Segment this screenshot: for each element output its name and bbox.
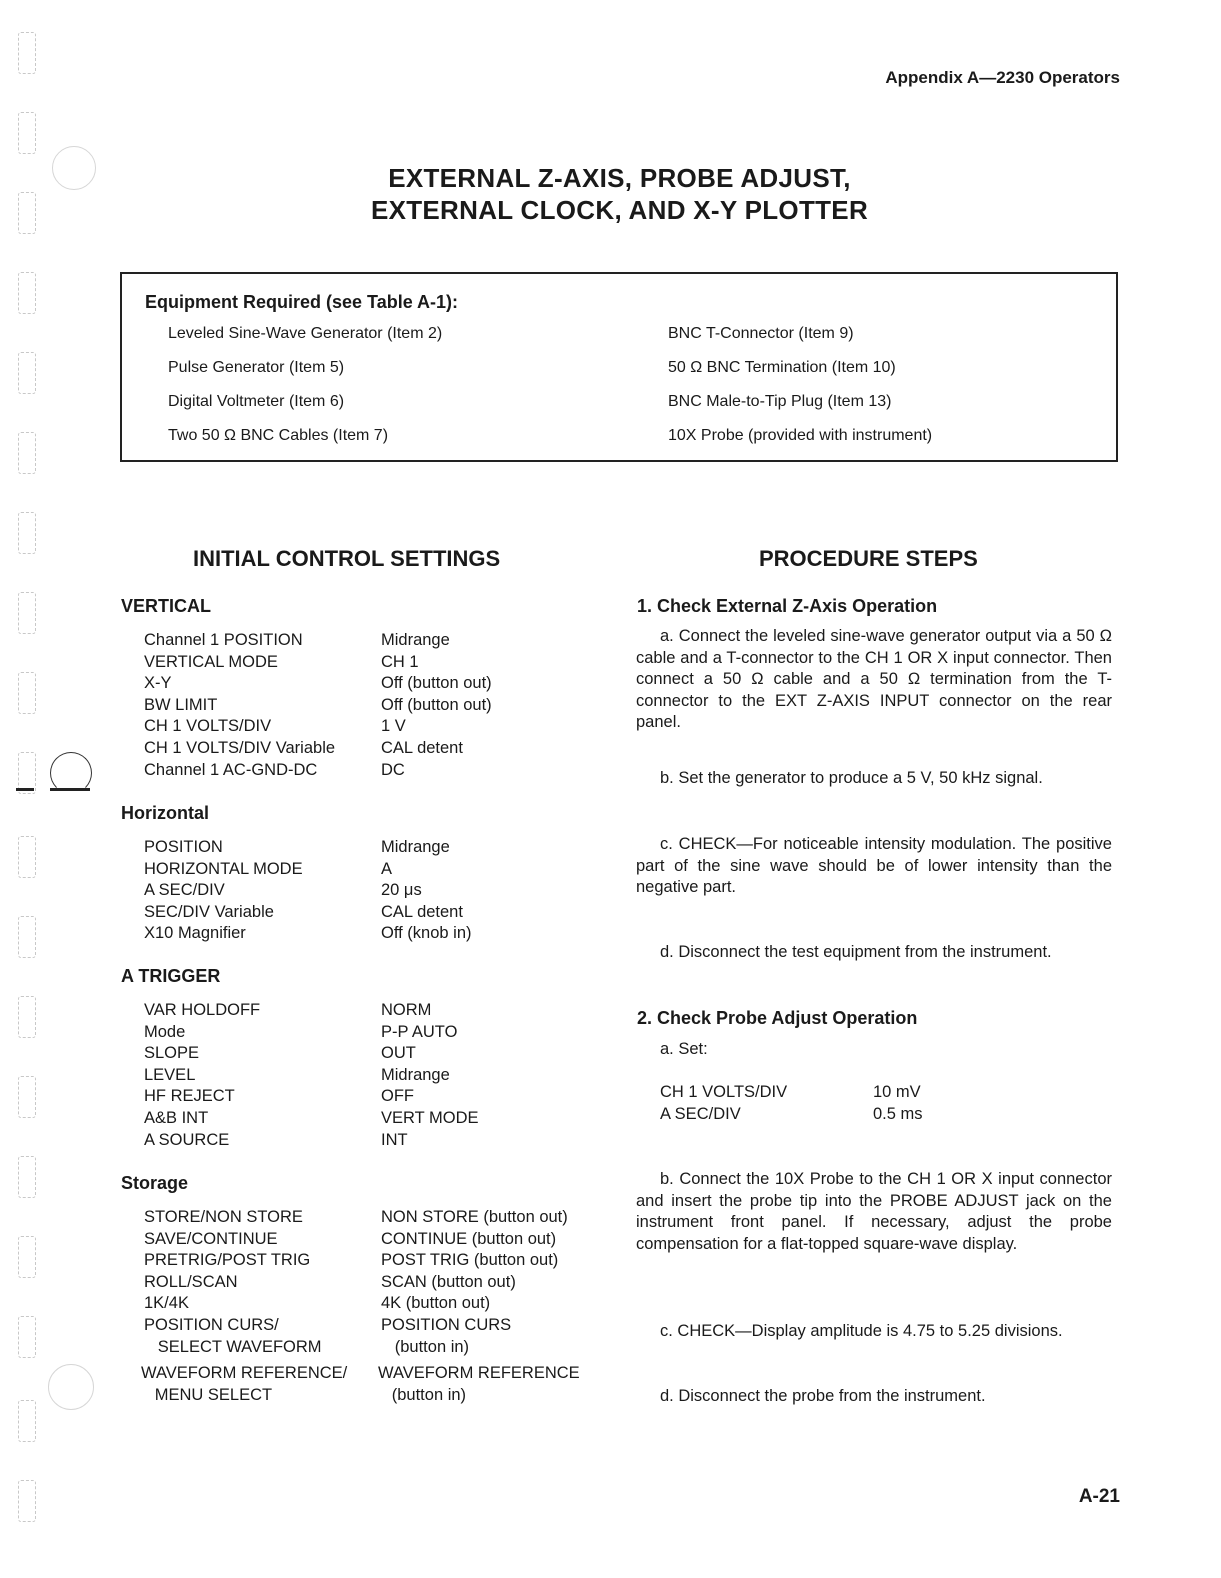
equipment-item: Pulse Generator (Item 5) (168, 359, 345, 376)
setting-label: CH 1 VOLTS/DIV (144, 717, 272, 736)
setting-value: CH 1 (381, 652, 419, 671)
equipment-item: BNC Male-to-Tip Plug (Item 13) (668, 393, 892, 410)
setting-label: HORIZONTAL MODE (144, 859, 303, 878)
setting-value: POST TRIG (button out) (381, 1251, 559, 1270)
setting-label: Channel 1 AC-GND-DC (144, 760, 318, 779)
setting-labels (660, 1082, 787, 1125)
setting-label: LEVEL (144, 1065, 196, 1084)
page-title (0, 162, 1221, 226)
equipment-item: Digital Voltmeter (Item 6) (168, 393, 345, 410)
setting-values (378, 1207, 580, 1406)
setting-value: POSITION CURS (381, 1315, 512, 1334)
binder-mark (16, 788, 34, 791)
setting-value: NON STORE (button out) (381, 1208, 568, 1226)
setting-value: WAVEFORM REFERENCE (378, 1364, 580, 1383)
step-1b: b. Set the generator to produce a 5 V, 50 kHz signal. (660, 769, 1043, 787)
setting-label: PRETRIG/POST TRIG (144, 1251, 311, 1270)
setting-label: Channel 1 POSITION (144, 631, 303, 649)
setting-label: X10 Magnifier (144, 924, 246, 943)
setting-value: CONTINUE (button out) (381, 1229, 557, 1248)
setting-value: Off (button out) (381, 695, 492, 714)
setting-value: (button in) (381, 1337, 470, 1356)
setting-label: Mode (144, 1022, 186, 1041)
binder-margin (0, 0, 60, 1578)
setting-label: A SEC/DIV (144, 881, 225, 900)
setting-value: NORM (381, 1001, 432, 1019)
binder-hole (18, 432, 36, 474)
setting-label: BW LIMIT (144, 695, 218, 714)
equipment-item: Leveled Sine-Wave Generator (Item 2) (168, 325, 443, 342)
setting-label: POSITION (144, 838, 223, 856)
equipment-required-box (120, 272, 1118, 462)
procedure-steps-heading: PROCEDURE STEPS (759, 546, 978, 571)
setting-value: OUT (381, 1044, 416, 1063)
setting-value: P-P AUTO (381, 1022, 458, 1041)
setting-label: VAR HOLDOFF (144, 1001, 261, 1019)
binder-hole (18, 352, 36, 394)
setting-label: ROLL/SCAN (144, 1272, 238, 1291)
equipment-list-right (668, 322, 932, 458)
vertical-group-title: VERTICAL (121, 596, 211, 616)
setting-value: CAL detent (381, 738, 463, 757)
setting-label: SLOPE (144, 1044, 200, 1063)
setting-value: 0.5 ms (873, 1104, 923, 1123)
setting-label: A&B INT (144, 1108, 209, 1127)
binder-hole (18, 1156, 36, 1198)
binder-hole (18, 996, 36, 1038)
setting-label: CH 1 VOLTS/DIV Variable (144, 738, 336, 757)
setting-label: HF REJECT (144, 1087, 235, 1106)
setting-label: 1K/4K (144, 1294, 189, 1313)
binder-hole (18, 1400, 36, 1442)
setting-values (873, 1082, 923, 1125)
binder-hole (18, 1480, 36, 1522)
storage-group-title: Storage (121, 1173, 189, 1193)
setting-label: CH 1 VOLTS/DIV (660, 1083, 788, 1101)
binder-hole (18, 672, 36, 714)
setting-value: OFF (381, 1087, 414, 1106)
punch-hole (48, 1364, 94, 1410)
initial-control-settings-heading: INITIAL CONTROL SETTINGS (193, 546, 501, 571)
setting-values (381, 837, 471, 945)
step-2-title: 2. Check Probe Adjust Operation (637, 1008, 918, 1028)
binder-hole (18, 592, 36, 634)
setting-value: 1 V (381, 717, 406, 736)
setting-labels (144, 630, 335, 781)
binder-hole (18, 272, 36, 314)
setting-label: A SEC/DIV (660, 1104, 741, 1123)
setting-label: WAVEFORM REFERENCE/ (141, 1364, 348, 1383)
setting-values (381, 630, 492, 781)
equipment-item: Two 50 Ω BNC Cables (Item 7) (168, 427, 389, 444)
setting-value: 4K (button out) (381, 1294, 491, 1313)
setting-label: SEC/DIV Variable (144, 902, 274, 921)
setting-value: 20 μs (381, 881, 422, 900)
setting-value: Midrange (381, 1065, 450, 1084)
step-1d: d. Disconnect the test equipment from the instrument. (660, 943, 1052, 961)
setting-values (381, 1000, 479, 1151)
binder-hole (18, 112, 36, 154)
binder-hole (18, 1316, 36, 1358)
equipment-item: 10X Probe (provided with instrument) (668, 427, 933, 444)
setting-value: Midrange (381, 631, 450, 649)
equipment-heading: Equipment Required (see Table A-1): (145, 292, 459, 312)
step-2a: a. Set: (660, 1040, 708, 1058)
binder-hole (18, 836, 36, 878)
appendix-header: Appendix A—2230 Operators (885, 68, 1120, 87)
equipment-item: BNC T-Connector (Item 9) (668, 325, 854, 342)
setting-label: SELECT WAVEFORM (144, 1337, 322, 1356)
setting-value: (button in) (378, 1385, 467, 1404)
setting-label: VERTICAL MODE (144, 652, 278, 671)
binder-mark (50, 788, 90, 791)
step-1-title: 1. Check External Z-Axis Operation (637, 596, 938, 616)
equipment-list-left (168, 322, 442, 458)
setting-label: MENU SELECT (141, 1385, 273, 1404)
setting-labels (144, 1000, 260, 1151)
setting-value: SCAN (button out) (381, 1272, 516, 1291)
setting-label: STORE/NON STORE (144, 1208, 303, 1226)
horizontal-group-title: Horizontal (121, 803, 209, 823)
setting-value: CAL detent (381, 902, 463, 921)
page-title-line-1: EXTERNAL Z-AXIS, PROBE ADJUST, (388, 163, 851, 193)
setting-label: POSITION CURS/ (144, 1315, 279, 1334)
page-title-line-2: EXTERNAL CLOCK, AND X-Y PLOTTER (370, 195, 869, 225)
setting-value: VERT MODE (381, 1108, 479, 1127)
binder-hole (18, 1236, 36, 1278)
step-2b: b. Connect the 10X Probe to the CH 1 OR X input connector and insert the probe tip into the PROBE ADJUST jack on the instrument front panel. If necessary, adjust the probe compensation for a flat-topped square-wave display. (636, 1170, 1112, 1253)
setting-value: INT (381, 1130, 408, 1149)
binder-hole (18, 1076, 36, 1118)
setting-labels (141, 1207, 348, 1406)
step-2c: c. CHECK—Display amplitude is 4.75 to 5.25 divisions. (660, 1322, 1063, 1340)
a-trigger-group-title: A TRIGGER (121, 966, 221, 986)
setting-value: DC (381, 760, 405, 779)
setting-label: X-Y (144, 674, 172, 693)
step-2d: d. Disconnect the probe from the instrument. (660, 1387, 986, 1405)
setting-value: Off (knob in) (381, 924, 472, 943)
equipment-item: 50 Ω BNC Termination (Item 10) (668, 359, 896, 376)
setting-label: SAVE/CONTINUE (144, 1229, 278, 1248)
step-1a: a. Connect the leveled sine-wave generator output via a 50 Ω cable and a T-connector to the CH 1 OR X input connector. Then connect a 50 Ω cable and a 50 Ω termination from the T-connector to the EXT Z-AXIS INPUT connector on the rear panel. (636, 627, 1112, 732)
setting-label: A SOURCE (144, 1130, 230, 1149)
binder-hole (18, 916, 36, 958)
binder-hole (18, 32, 36, 74)
setting-labels (144, 837, 303, 945)
page-number: A-21 (1078, 1486, 1120, 1507)
setting-value: 10 mV (873, 1083, 921, 1101)
step-1c: c. CHECK—For noticeable intensity modulation. The positive part of the sine wave should be of lower intensity than the negative part. (636, 835, 1112, 897)
setting-value: A (381, 859, 393, 878)
setting-value: Midrange (381, 838, 450, 856)
setting-value: Off (button out) (381, 674, 492, 693)
binder-hole (18, 512, 36, 554)
